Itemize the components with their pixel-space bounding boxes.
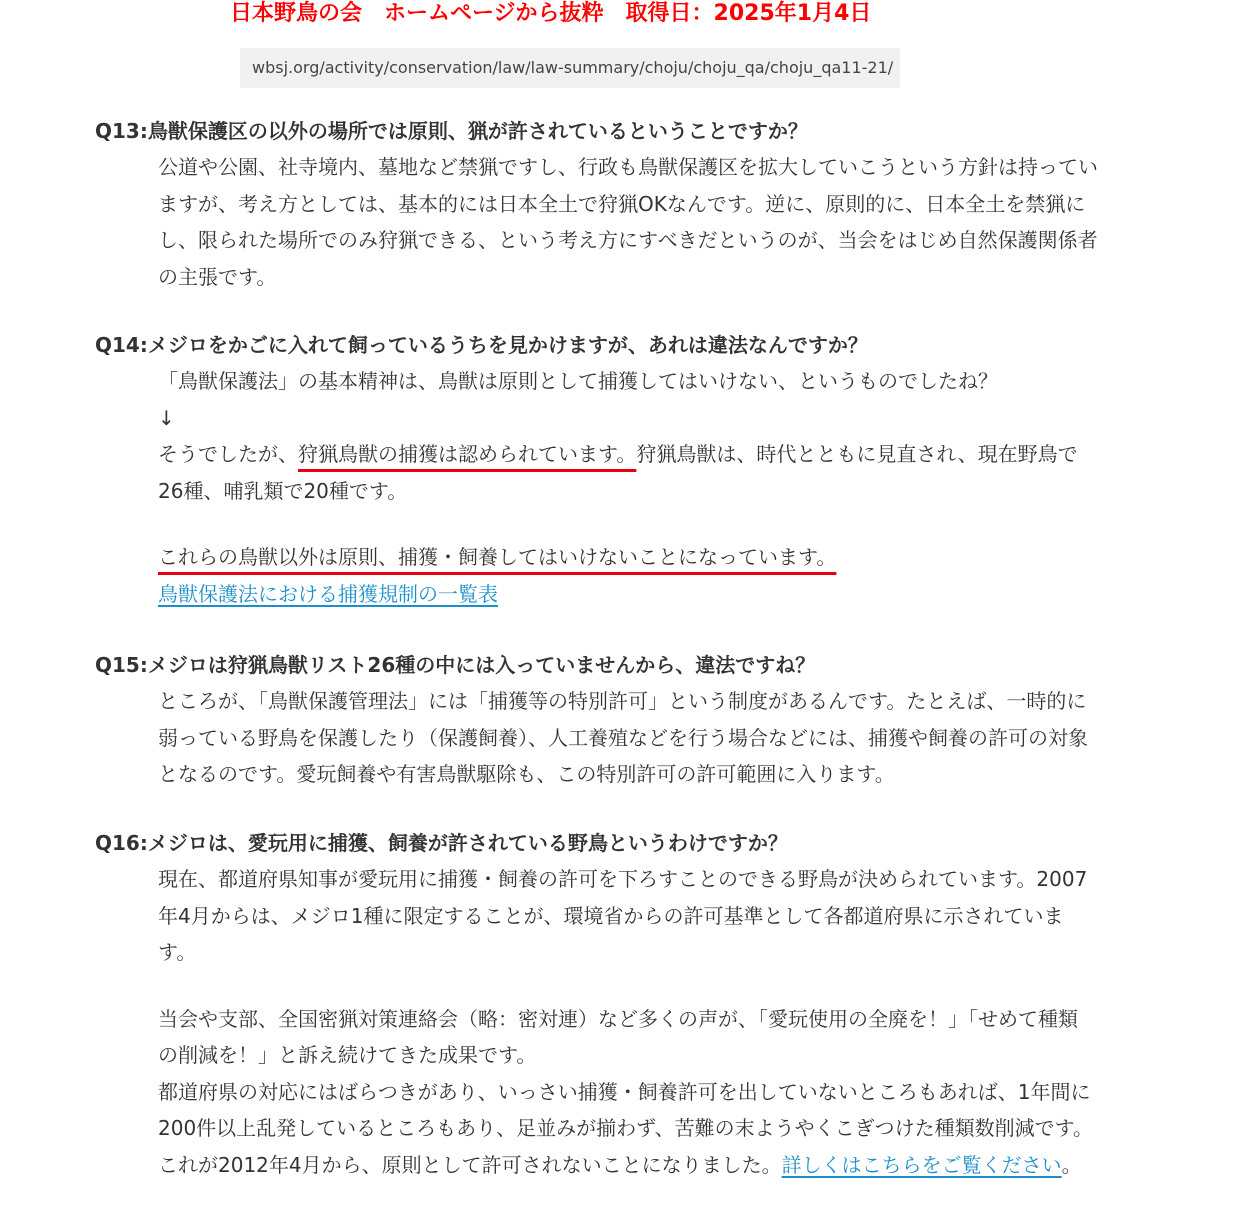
answer-q14	[158, 363, 1195, 612]
details-link[interactable]: 詳しくはこちらをご覧ください	[781, 1152, 1062, 1177]
qa-q16	[95, 825, 1195, 1183]
underlined-emphasis: これらの鳥獣以外は原則、捕獲・飼養してはいけないことになっています。	[158, 545, 837, 569]
answer-line: 「鳥獣保護法」の基本精神は、鳥獣は原則として捕獲してはいけない、というものでしたね？	[158, 369, 998, 393]
answer-q16	[158, 861, 1195, 1183]
down-arrow-icon: ↓	[158, 405, 175, 430]
question-q15: Q15:メジロは狩猟鳥獣リスト26種の中には入っていませんから、違法ですね？	[95, 653, 816, 677]
capture-regulation-list-link[interactable]: 鳥獣保護法における捕獲規制の一覧表	[158, 581, 498, 606]
answer-line: 当会や支部、全国密猟対策連絡会（略：密対連）など多くの声が、「愛玩使用の全廃を！」「せめて種類	[158, 1006, 1078, 1031]
answer-text: これが2012年4月から、原則として許可されないことになりました。	[158, 1152, 782, 1177]
answer-line: 弱っている野鳥を保護したり（保護飼養）、人工養殖などを行う場合などには、捕獲や飼養の許可の対象	[158, 725, 1088, 750]
answer-text: そうでしたが、	[158, 442, 298, 466]
answer-line: ますが、考え方としては、基本的には日本全土で狩猟OKなんです。逆に、原則的に、日本全土を禁猟に	[158, 191, 1086, 216]
qa-q15	[95, 647, 1195, 793]
answer-q13	[158, 149, 1195, 295]
answer-line: 都道府県の対応にはばらつきがあり、いっさい捕獲・飼養許可を出していないところもあれば、1年間に	[158, 1079, 1091, 1104]
answer-line	[158, 436, 1195, 473]
answer-line: し、限られた場所でのみ狩猟できる、という考え方にすべきだというのが、当会をはじめ自然保護関係者	[158, 228, 1098, 252]
answer-line: 現在、都道府県知事が愛玩用に捕獲・飼養の許可を下ろすことのできる野鳥が決められています。2007	[158, 867, 1088, 891]
question-q14: Q14:メジロをかごに入れて飼っているうちを見かけますが、あれは違法なんですか？	[95, 333, 868, 357]
answer-line: ところが、「鳥獣保護管理法」には「捕獲等の特別許可」という制度があるんです。たとえば、一時的に	[158, 689, 1087, 713]
answer-text: 。	[1061, 1152, 1082, 1177]
page-header-title: 日本野鳥の会 ホームページから抜粋 取得日：2025年1月4日	[230, 1, 872, 26]
answer-line: となるのです。愛玩飼養や有害鳥獣駆除も、この特別許可の許可範囲に入ります。	[158, 762, 895, 786]
answer-line	[158, 539, 1195, 576]
question-q16: Q16:メジロは、愛玩用に捕獲、飼養が許されている野鳥というわけですか？	[95, 831, 788, 855]
answer-line	[158, 1147, 1195, 1184]
source-url: wbsj.org/activity/conservation/law/law-summary/choju/choju_qa/choju_qa11-21/	[240, 48, 900, 88]
answer-line: 26種、哺乳類で20種です。	[158, 478, 408, 503]
answer-line: す。	[158, 940, 197, 964]
answer-q15	[158, 683, 1195, 793]
question-q13: Q13:鳥獣保護区の以外の場所では原則、猟が許されているということですか？	[95, 119, 808, 143]
answer-line: の削減を！」と訴え続けてきた成果です。	[158, 1043, 537, 1067]
answer-line: 年4月からは、メジロ1種に限定することが、環境省からの許可基準として各都道府県に示されていま	[158, 903, 1064, 928]
answer-line	[158, 576, 1195, 613]
answer-line: 200件以上乱発しているところもあり、足並みが揃わず、苦難の末ようやくこぎつけた種類数削減です。	[158, 1116, 1093, 1140]
qa-q14	[95, 327, 1195, 612]
qa-q13	[95, 113, 1195, 295]
answer-text: 狩猟鳥獣は、時代とともに見直され、現在野鳥で	[636, 442, 1078, 466]
answer-line: の主張です。	[158, 264, 277, 289]
answer-line: 公道や公園、社寺境内、墓地など禁猟ですし、行政も鳥獣保護区を拡大していこうという方針は持ってい	[158, 155, 1098, 179]
underlined-emphasis: 狩猟鳥獣の捕獲は認められています。	[298, 442, 637, 466]
